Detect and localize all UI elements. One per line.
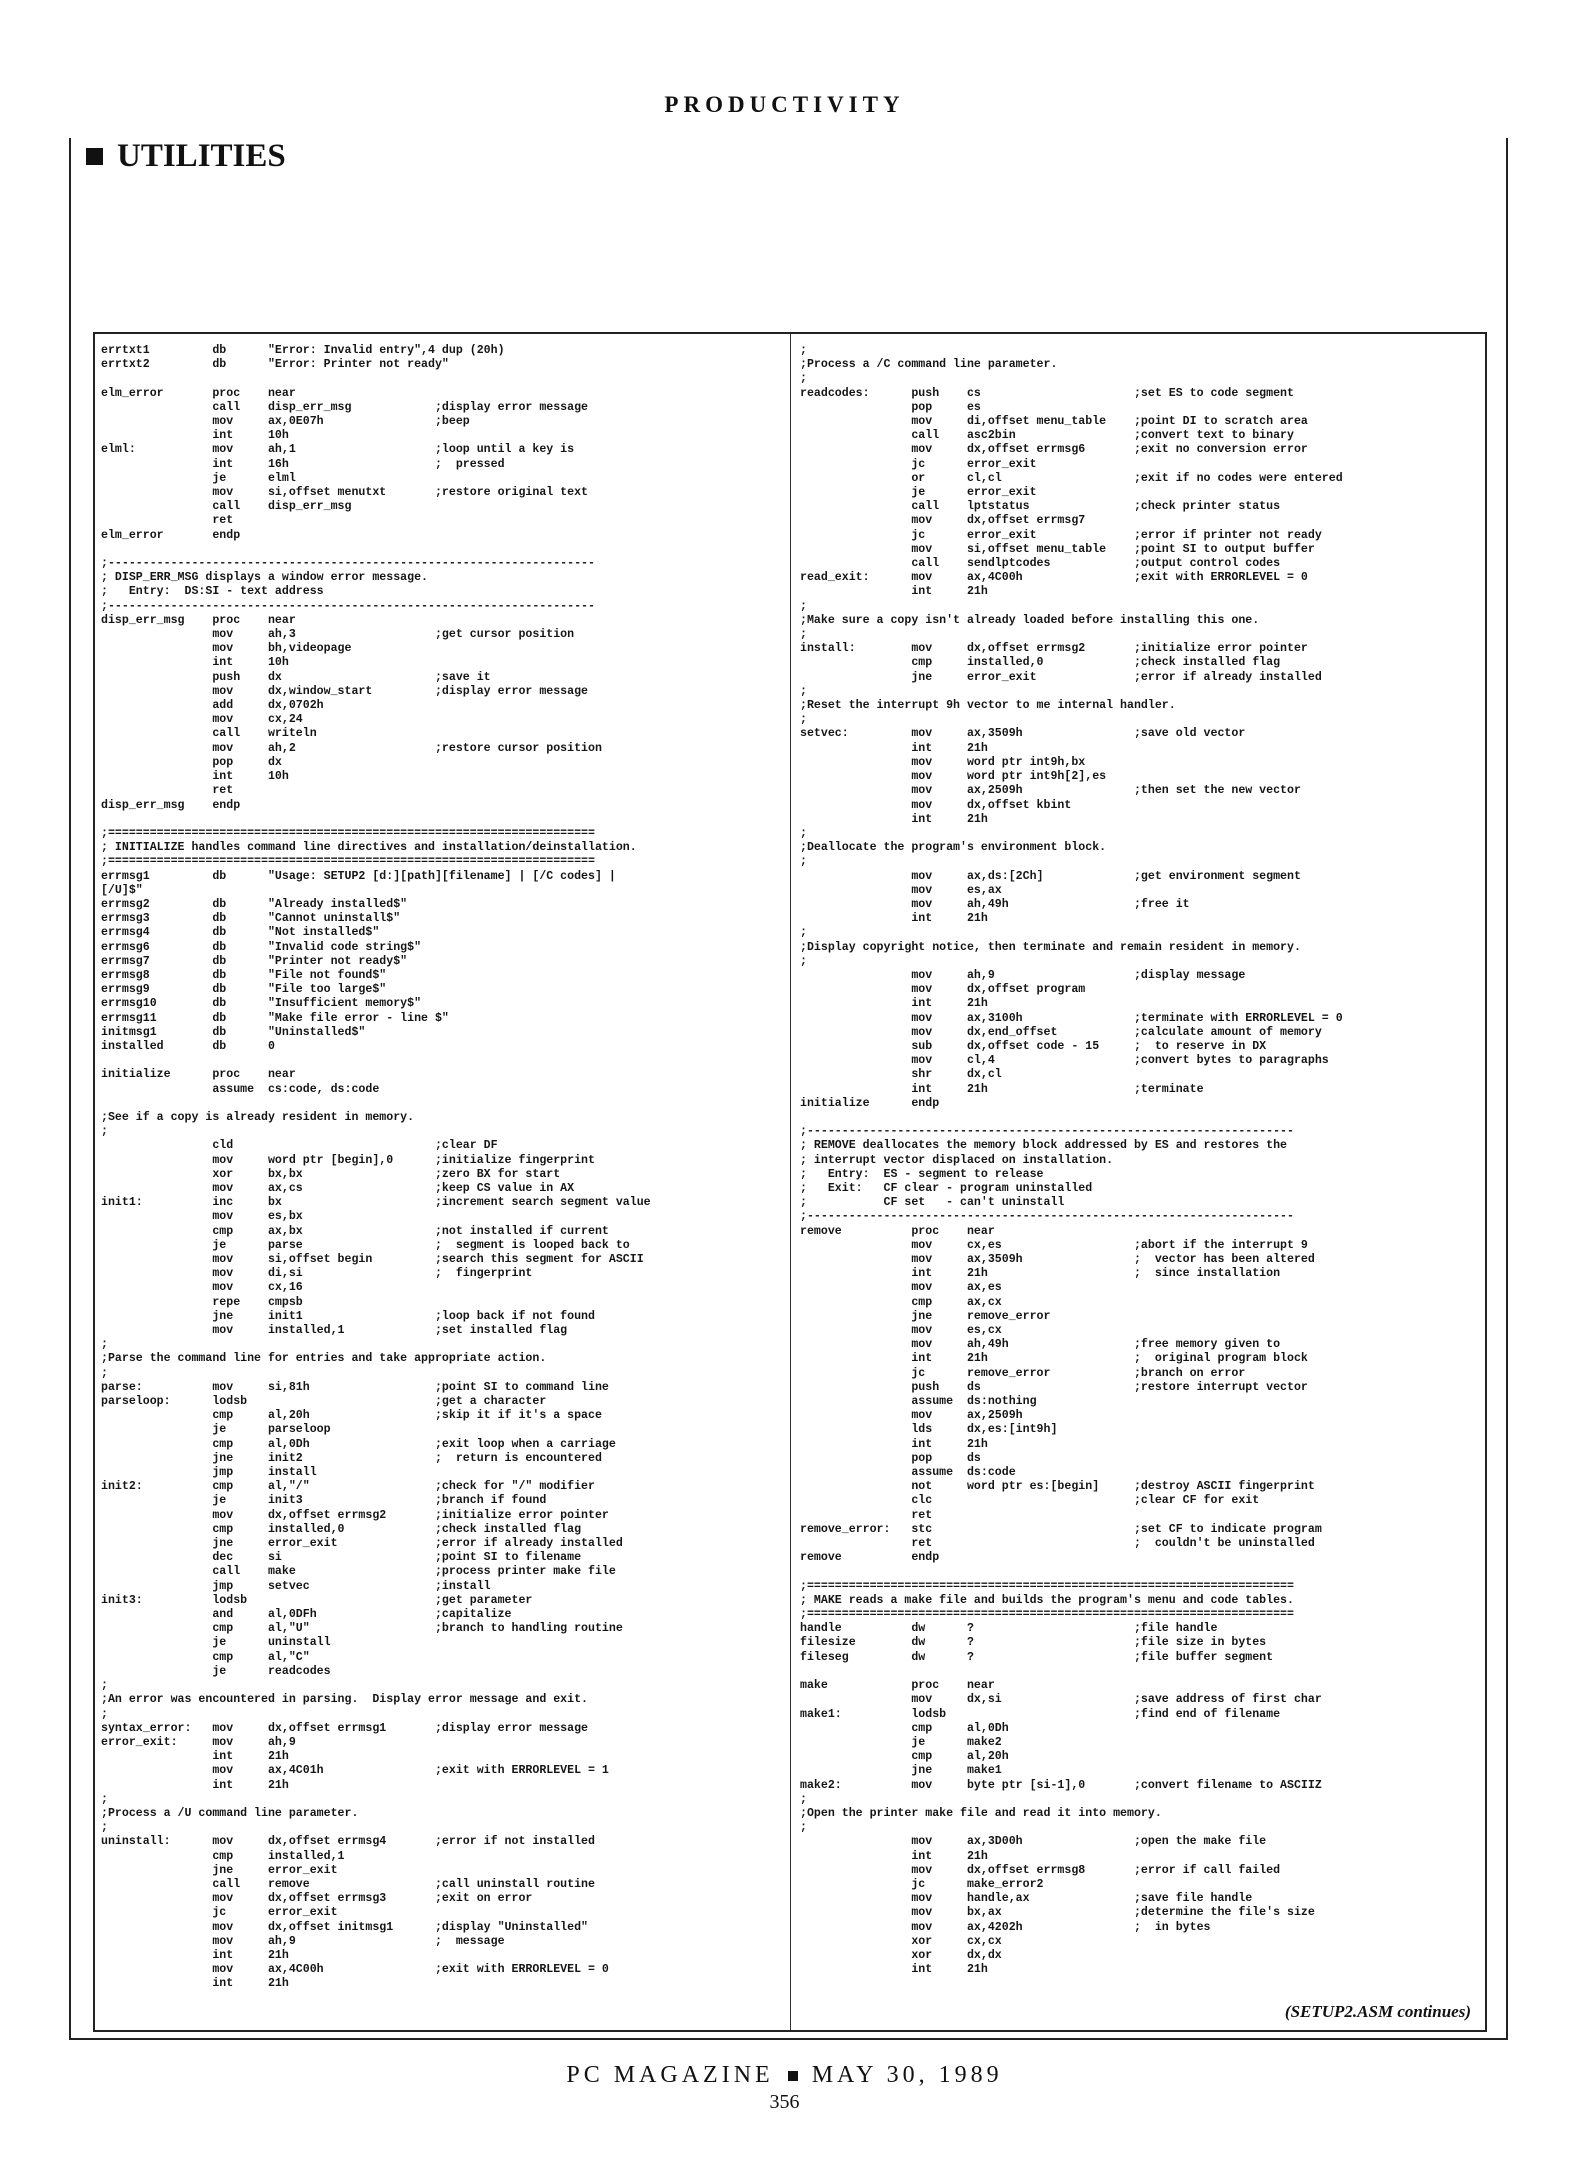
- page-number: 356: [769, 2091, 800, 2113]
- footer-magazine-name: PC MAGAZINE: [566, 2062, 774, 2088]
- code-column-right: [800, 344, 1480, 2004]
- footer-separator-square: [788, 2071, 798, 2081]
- code-column-left: [101, 344, 781, 2004]
- code-text-right: ; ;Process a /C command line parameter. ; readcodes: push cs ;set ES to code segment pop es mov di,offset menu_table ;point DI to scratch area call asc2bin ;convert text to binary mov dx,offset errmsg6 ;exit no conversion error jc error_exit or cl,cl ;exit if no codes were entered je error_exit call lptstatus ;check printer status mov dx,offset errmsg7 jc error_exit ;error if printer not ready mov si,offset menu_table ;point SI to output buffer call sendlptcodes ;output control codes read_exit: mov ax,4C00h ;exit with ERRORLEVEL = 0 int 21h ; ;Make sure a copy isn't already loaded before installing this one. ; install: mov dx,offset errmsg2 ;initialize error pointer cmp installed,0 ;check installed flag jne error_exit ;error if already installed ; ;Reset the interrupt 9h vector to me internal handler. ; setvec: mov ax,3509h ;save old vector int 21h mov word ptr int9h,bx mov word ptr int9h[2],es mov ax,2509h ;then set the new vector mov dx,offset kbint int 21h ; ;Deallocate the program's environment block. ; mov ax,ds:[2Ch] ;get environment segment mov es,ax mov ah,49h ;free it int 21h ; ;Display copyright notice, then terminate and remain resident in memory. ; mov ah,9 ;display message mov dx,offset program int 21h mov ax,3100h ;terminate with ERRORLEVEL = 0 mov dx,end_offset ;calculate amount of memory sub dx,offset code - 15 ; to reserve in DX mov cl,4 ;convert bytes to paragraphs shr dx,cl int 21h ;terminate initialize endp ;---------------------------------------------------------------------- ; REMOVE deallocates the memory block addressed by ES and restores the ; interrupt vector displaced on installation. ; Entry: ES - segment to release ; Exit: CF clear - program uninstalled ; CF set - can't uninstall ;---------------------------------------------------------------------- remove proc near mov cx,es ;abort if the interrupt 9 mov ax,3509h ; vector has been altered int 21h ; since installation mov ax,es cmp ax,cx jne remove_error mov es,cx mov ah,49h ;free memory given to int 21h ; original program block jc remove_error ;branch on error push ds ;restore interrupt vector assume ds:nothing mov ax,2509h lds dx,es:[int9h] int 21h pop ds assume ds:code not word ptr es:[begin] ;destroy ASCII fingerprint clc ;clear CF for exit ret remove_error: stc ;set CF to indicate program ret ; couldn't be uninstalled remove endp ;====================================================================== ; MAKE reads a make file and builds the program's menu and code tables. ;====================================================================== handle dw ? ;file handle filesize dw ? ;file size in bytes fileseg dw ? ;file buffer segment make proc near mov dx,si ;save address of first char make1: lodsb ;find end of filename cmp al,0Dh je make2 cmp al,20h jne make1 make2: mov byte ptr [si-1],0 ;convert filename to ASCIIZ ; ;Open the printer make file and read it into memory. ; mov ax,3D00h ;open the make file int 21h mov dx,offset errmsg8 ;error if call failed jc make_error2 mov handle,ax ;save file handle mov bx,ax ;determine the file's size mov ax,4202h ; in bytes xor cx,cx xor dx,dx int 21h: [800, 344, 1343, 1977]
- column-divider: [790, 334, 791, 2030]
- section-heading: [86, 138, 286, 175]
- code-listing: [93, 332, 1487, 2032]
- code-text-left: errtxt1 db "Error: Invalid entry",4 dup (20h) errtxt2 db "Error: Printer not ready" elm_error proc near call disp_err_msg ;display error message mov ax,0E07h ;beep int 10h elml: mov ah,1 ;loop until a key is int 16h ; pressed je elml mov si,offset menutxt ;restore original text call disp_err_msg ret elm_error endp ;---------------------------------------------------------------------- ; DISP_ERR_MSG displays a window error message. ; Entry: DS:SI - text address ;---------------------------------------------------------------------- disp_err_msg proc near mov ah,3 ;get cursor position mov bh,videopage int 10h push dx ;save it mov dx,window_start ;display error message add dx,0702h mov cx,24 call writeln mov ah,2 ;restore cursor position pop dx int 10h ret disp_err_msg endp ;====================================================================== ; INITIALIZE handles command line directives and installation/deinstallation. ;====================================================================== errmsg1 db "Usage: SETUP2 [d:][path][filename] | [/C codes] | [/U]$" errmsg2 db "Already installed$" errmsg3 db "Cannot uninstall$" errmsg4 db "Not installed$" errmsg6 db "Invalid code string$" errmsg7 db "Printer not ready$" errmsg8 db "File not found$" errmsg9 db "File too large$" errmsg10 db "Insufficient memory$" errmsg11 db "Make file error - line $" initmsg1 db "Uninstalled$" installed db 0 initialize proc near assume cs:code, ds:code ;See if a copy is already resident in memory. ; cld ;clear DF mov word ptr [begin],0 ;initialize fingerprint xor bx,bx ;zero BX for start mov ax,cs ;keep CS value in AX init1: inc bx ;increment search segment value mov es,bx cmp ax,bx ;not installed if current je parse ; segment is looped back to mov si,offset begin ;search this segment for ASCII mov di,si ; fingerprint mov cx,16 repe cmpsb jne init1 ;loop back if not found mov installed,1 ;set installed flag ; ;Parse the command line for entries and take appropriate action. ; parse: mov si,81h ;point SI to command line parseloop: lodsb ;get a character cmp al,20h ;skip it if it's a space je parseloop cmp al,0Dh ;exit loop when a carriage jne init2 ; return is encountered jmp install init2: cmp al,"/" ;check for "/" modifier je init3 ;branch if found mov dx,offset errmsg2 ;initialize error pointer cmp installed,0 ;check installed flag jne error_exit ;error if already installed dec si ;point SI to filename call make ;process printer make file jmp setvec ;install init3: lodsb ;get parameter and al,0DFh ;capitalize cmp al,"U" ;branch to handling routine je uninstall cmp al,"C" je readcodes ; ;An error was encountered in parsing. Display error message and exit. ; syntax_error: mov dx,offset errmsg1 ;display error message error_exit: mov ah,9 int 21h mov ax,4C01h ;exit with ERRORLEVEL = 1 int 21h ; ;Process a /U command line parameter. ; uninstall: mov dx,offset errmsg4 ;error if not installed cmp installed,1 jne error_exit call remove ;call uninstall routine mov dx,offset errmsg3 ;exit on error jc error_exit mov dx,offset initmsg1 ;display "Uninstalled" mov ah,9 ; message int 21h mov ax,4C00h ;exit with ERRORLEVEL = 0 int 21h: [101, 344, 651, 1991]
- continues-note: (SETUP2.ASM continues): [1284, 2002, 1471, 2021]
- footer-issue-date: MAY 30, 1989: [811, 2062, 1003, 2088]
- section-bullet-square: [86, 148, 103, 165]
- page-footer: [0, 2062, 1569, 2114]
- running-head: PRODUCTIVITY: [664, 92, 905, 117]
- section-title: UTILITIES: [117, 138, 286, 174]
